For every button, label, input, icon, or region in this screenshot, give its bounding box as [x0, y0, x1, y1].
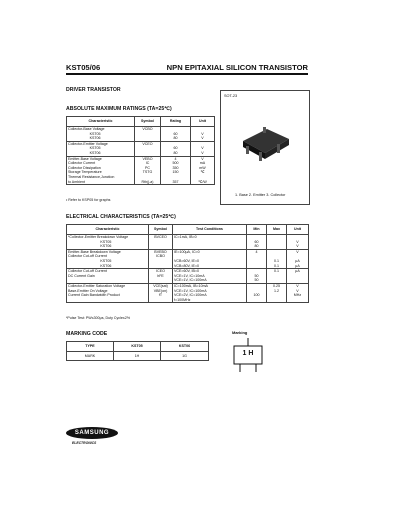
max-cell: 0.25 1.2 — [267, 283, 287, 302]
marking-col-2: KST06 — [161, 342, 209, 352]
unit-cell: V V — [191, 141, 215, 156]
abs-max-title: ABSOLUTE MAXIMUM RATINGS (TA=25℃) — [66, 106, 172, 112]
header-rule — [66, 73, 308, 75]
min-cell: 4 — [247, 249, 267, 268]
unit-cell: V mA mW ℃ ℃/W — [191, 156, 215, 185]
marking-col-1: KST05 — [114, 342, 161, 352]
samsung-logo: SAMSUNG — [66, 427, 118, 439]
unit-cell: V V — [191, 127, 215, 142]
characteristic-cell: Collector-Emitter Voltage KST05 KST06 — [67, 141, 135, 156]
abs-max-col-2: Rating — [161, 117, 191, 127]
characteristic-cell: Collector Cut-off Current DC Current Gain — [67, 269, 149, 284]
pin-legend: 1. Base 2. Emitter 3. Collector — [235, 193, 286, 197]
marking-header-row — [67, 342, 209, 352]
part-number: KST05/06 — [66, 63, 101, 72]
max-cell: 0.1 — [267, 269, 287, 284]
marking-title: MARKING CODE — [66, 331, 108, 337]
test-conditions-cell: IC=100mA, IB=10mA VCE=1V, IC=100mA VCE=2V, IC=100mA f=100MHz — [173, 283, 247, 302]
rating-cell: 60 80 — [161, 141, 191, 156]
table-row — [67, 127, 215, 142]
elec-col-3: Min — [247, 225, 267, 235]
min-cell: 60 80 — [247, 235, 267, 250]
characteristic-cell: Emitter-Base Breakdown Voltage Collector Cut-off Current KST05 KST06 — [67, 249, 149, 268]
unit-cell: V V — [287, 235, 309, 250]
table-row — [67, 269, 309, 284]
rating-cell: 60 80 — [161, 127, 191, 142]
elec-note: *Pulse Test: PW≤300μs, Duty Cycle≤2% — [66, 316, 131, 320]
package-box — [220, 90, 310, 205]
marking-diagram-label: Marking — [232, 330, 248, 335]
elec-col-4: Max — [267, 225, 287, 235]
symbol-cell: ICEO hFE — [149, 269, 173, 284]
application-title: DRIVER TRANSISTOR — [66, 87, 121, 93]
elec-col-2: Test Conditions — [173, 225, 247, 235]
marking-cell-0: MARK — [67, 352, 114, 361]
symbol-cell: BVCEO — [149, 235, 173, 250]
test-conditions-cell: VCE=60V, IB=0 VCE=1V, IC=10mA VCE=1V, IC=100mA — [173, 269, 247, 284]
marking-table — [66, 341, 209, 361]
abs-max-note: • Refer to KSP05 for graphs — [66, 198, 111, 202]
table-row — [67, 156, 215, 185]
abs-max-col-0: Characteristic — [67, 117, 135, 127]
abs-max-col-3: Unit — [191, 117, 215, 127]
symbol-cell: VEBO IC PC TSTG Rth(j-a) — [135, 156, 161, 185]
elec-col-0: Characteristic — [67, 225, 149, 235]
marking-cell-2: 1G — [161, 352, 209, 361]
unit-cell: μA — [287, 269, 309, 284]
unit-cell: V μA μA — [287, 249, 309, 268]
marking-col-0: TYPE — [67, 342, 114, 352]
document-title: NPN EPITAXIAL SILICON TRANSISTOR — [166, 63, 308, 72]
marking-cell-1: 1H — [114, 352, 161, 361]
symbol-cell: VCE(sat) VBE(on) fT — [149, 283, 173, 302]
characteristic-cell: Emitter-Base Voltage Collector Current Collector Dissipation Storage Temperature Thermal Resistance,Junction to Ambient — [67, 156, 135, 185]
rating-cell: 4 500 350 150 357 — [161, 156, 191, 185]
test-conditions-cell: IC=1mA, IB=0 — [173, 235, 247, 250]
symbol-cell: VCEO — [135, 141, 161, 156]
package-name: SOT-23 — [224, 94, 238, 98]
characteristic-cell: *Collector-Emitter Breakdown Voltage KST05 KST06 — [67, 235, 149, 250]
min-cell: 50 50 — [247, 269, 267, 284]
samsung-logo-sub: ELECTRONICS — [72, 441, 97, 445]
test-conditions-cell: IE=100μA, IC=0 VCB=60V, IE=0 VCB=80V, IE=0 — [173, 249, 247, 268]
symbol-cell: VCBO — [135, 127, 161, 142]
marking-row — [67, 352, 209, 361]
elec-col-1: Symbol — [149, 225, 173, 235]
max-cell: 0.1 0.1 — [267, 249, 287, 268]
characteristic-cell: Collector-Emitter Saturation Voltage Base-Emitter On Voltage Current Gain Bandwidth Product — [67, 283, 149, 302]
table-row — [67, 235, 309, 250]
table-row — [67, 141, 215, 156]
abs-max-col-1: Symbol — [135, 117, 161, 127]
max-cell — [267, 235, 287, 250]
abs-max-table — [66, 116, 215, 185]
package-drawing — [237, 119, 293, 169]
abs-max-header-row — [67, 117, 215, 127]
symbol-cell: BVEBO ICBO — [149, 249, 173, 268]
elec-header-row — [67, 225, 309, 235]
table-row — [67, 249, 309, 268]
elec-title: ELECTRICAL CHARACTERISTICS (TA=25℃) — [66, 214, 176, 220]
min-cell: 100 — [247, 283, 267, 302]
table-row — [67, 283, 309, 302]
marking-diagram-code: 1 H — [242, 350, 254, 357]
elec-col-5: Unit — [287, 225, 309, 235]
characteristic-cell: Collector-Base Voltage KST05 KST06 — [67, 127, 135, 142]
unit-cell: V V MHz — [287, 283, 309, 302]
elec-table — [66, 224, 309, 303]
